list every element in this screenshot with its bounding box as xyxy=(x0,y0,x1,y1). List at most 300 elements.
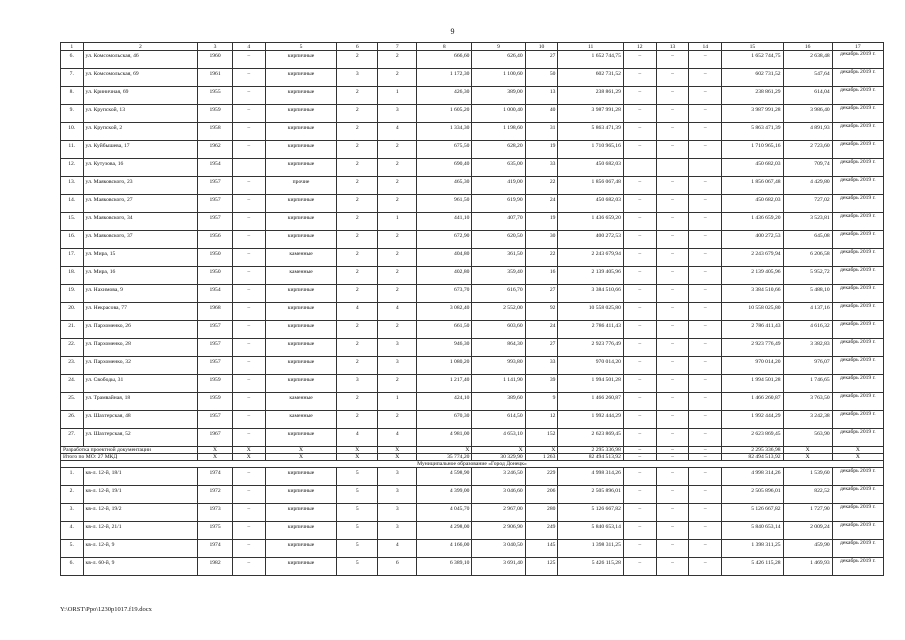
table-cell: 465,30 xyxy=(417,177,472,195)
table-cell: 1 539,60 xyxy=(783,468,832,486)
table-cell: декабрь 2019 г. xyxy=(832,504,883,522)
design-documentation-row xyxy=(61,447,884,454)
table-cell: 616,70 xyxy=(472,285,525,303)
table-cell: 8. xyxy=(61,87,84,105)
table-row xyxy=(61,87,884,105)
table-cell: 970 014,20 xyxy=(722,357,783,375)
table-cell: 2 xyxy=(337,411,378,429)
table-cell: 3 046,60 xyxy=(472,486,525,504)
table-cell: ул. Свободы, 31 xyxy=(83,375,198,393)
table-cell: кв-л. 12-й, 19/2 xyxy=(83,504,198,522)
table-row xyxy=(61,522,884,540)
table-cell: – xyxy=(689,339,722,357)
table-cell: – xyxy=(623,504,656,522)
table-cell: кв-л. 12-й, 9 xyxy=(83,540,198,558)
table-cell: 1 652 744,75 xyxy=(558,51,624,69)
table-cell: 1955 xyxy=(198,87,233,105)
table-cell: декабрь 2019 г. xyxy=(832,249,883,267)
table-cell: ул. Крупской, 2 xyxy=(83,123,198,141)
table-cell: – xyxy=(689,249,722,267)
table-cell: 1950 xyxy=(198,267,233,285)
table-cell: 614,50 xyxy=(472,411,525,429)
table-cell: – xyxy=(689,105,722,123)
table-cell: 2 xyxy=(337,357,378,375)
table-cell: ул. Трамвайная, 18 xyxy=(83,393,198,411)
table-cell: 4 166,00 xyxy=(417,540,472,558)
table-cell: – xyxy=(689,504,722,522)
table-row xyxy=(61,231,884,249)
table-cell: 4 998 314,26 xyxy=(722,468,783,486)
table-cell: – xyxy=(232,357,265,375)
table-cell: 2 723,60 xyxy=(783,141,832,159)
column-number-cell: 7 xyxy=(378,43,417,51)
table-cell: – xyxy=(232,177,265,195)
table-cell: 2 243 679,94 xyxy=(558,249,624,267)
table-cell: 82 494 513,92 xyxy=(722,454,783,461)
table-row xyxy=(61,159,884,177)
table-cell: – xyxy=(689,177,722,195)
table-cell: кв-л. 60-й, 9 xyxy=(83,558,198,576)
table-cell: – xyxy=(656,429,689,447)
column-number-cell: 8 xyxy=(417,43,472,51)
table-cell: 1 398 311,25 xyxy=(722,540,783,558)
table-cell: ул. Маяковского, 37 xyxy=(83,231,198,249)
table-cell: ул. Шахтерская, 48 xyxy=(83,411,198,429)
table-cell: – xyxy=(689,123,722,141)
section-title-row xyxy=(61,461,884,468)
table-cell: 23. xyxy=(61,357,84,375)
table-cell: 361,50 xyxy=(472,249,525,267)
table-cell: 33 xyxy=(525,159,558,177)
table-cell: – xyxy=(656,393,689,411)
table-cell: декабрь 2019 г. xyxy=(832,540,883,558)
table-cell: кв-л. 12-й, 18/1 xyxy=(83,468,198,486)
table-cell: 2 505 896,01 xyxy=(558,486,624,504)
table-cell: 19 xyxy=(525,213,558,231)
table-cell: – xyxy=(623,411,656,429)
table-cell: декабрь 2019 г. xyxy=(832,486,883,504)
table-cell: 404,80 xyxy=(417,249,472,267)
table-row xyxy=(61,51,884,69)
table-cell: 450 682,03 xyxy=(722,195,783,213)
table-cell: – xyxy=(656,213,689,231)
table-cell: 4 137,16 xyxy=(783,303,832,321)
table-cell: каменные xyxy=(265,249,337,267)
column-number-cell: 14 xyxy=(689,43,722,51)
column-number-cell: 5 xyxy=(265,43,337,51)
table-cell: 13 xyxy=(525,87,558,105)
table-cell: 5 xyxy=(337,558,378,576)
table-cell: 3 xyxy=(337,69,378,87)
table-cell: 33 xyxy=(525,357,558,375)
table-cell: 666,60 xyxy=(417,51,472,69)
table-cell: – xyxy=(623,522,656,540)
table-cell: X xyxy=(783,447,832,454)
table-cell: X xyxy=(337,454,378,461)
table-cell: 1974 xyxy=(198,468,233,486)
table-cell: 4 xyxy=(378,123,417,141)
table-cell: 1974 xyxy=(198,540,233,558)
table-cell: кв-л. 12-й, 21/1 xyxy=(83,522,198,540)
table-cell: – xyxy=(232,522,265,540)
table-cell: кирпичные xyxy=(265,69,337,87)
table-cell: 2 623 869,45 xyxy=(558,429,624,447)
table-cell: – xyxy=(689,522,722,540)
table-cell: 673,70 xyxy=(417,285,472,303)
table-cell: 35 774,20 xyxy=(417,454,472,461)
table-cell: 1 992 444,29 xyxy=(722,411,783,429)
table-cell: 2 xyxy=(337,213,378,231)
table-cell: 3 523,81 xyxy=(783,213,832,231)
table-row xyxy=(61,357,884,375)
table-cell: 5. xyxy=(61,540,84,558)
table-cell: 1957 xyxy=(198,195,233,213)
table-cell: декабрь 2019 г. xyxy=(832,141,883,159)
table-cell: – xyxy=(232,87,265,105)
table-cell: декабрь 2019 г. xyxy=(832,123,883,141)
table-cell: каменные xyxy=(265,267,337,285)
table-cell: 864,30 xyxy=(472,339,525,357)
table-cell: декабрь 2019 г. xyxy=(832,303,883,321)
table-cell: – xyxy=(689,468,722,486)
table-cell: X xyxy=(232,447,265,454)
table-cell: кирпичные xyxy=(265,51,337,69)
table-cell: 620,50 xyxy=(472,231,525,249)
table-cell: X xyxy=(232,454,265,461)
table-row xyxy=(61,141,884,159)
table-cell: 4 891,93 xyxy=(783,123,832,141)
table-cell: – xyxy=(689,303,722,321)
table-cell: 2 xyxy=(337,195,378,213)
column-number-cell: 13 xyxy=(656,43,689,51)
table-cell: декабрь 2019 г. xyxy=(832,285,883,303)
column-number-cell: 11 xyxy=(558,43,624,51)
table-cell: 4 616,32 xyxy=(783,321,832,339)
table-cell: 628,20 xyxy=(472,141,525,159)
table-cell: – xyxy=(232,285,265,303)
table-cell: – xyxy=(232,105,265,123)
table-cell: 2 295 336,98 xyxy=(558,447,624,454)
table-cell: 1 466 260,87 xyxy=(558,393,624,411)
table-cell: 82 494 513,92 xyxy=(558,454,624,461)
table-cell xyxy=(689,159,722,177)
table-cell: 727,02 xyxy=(783,195,832,213)
table-cell: 3 986,40 xyxy=(783,105,832,123)
table-row xyxy=(61,303,884,321)
table-cell: 3 384 510,66 xyxy=(722,285,783,303)
table-row xyxy=(61,468,884,486)
table-cell: декабрь 2019 г. xyxy=(832,468,883,486)
table-cell: кирпичные xyxy=(265,105,337,123)
table-cell: – xyxy=(623,231,656,249)
table-cell: 1 xyxy=(378,393,417,411)
table-cell: 5 426 115,28 xyxy=(558,558,624,576)
table-cell: ул. Мира, 15 xyxy=(83,249,198,267)
table-cell: декабрь 2019 г. xyxy=(832,213,883,231)
table-cell: декабрь 2019 г. xyxy=(832,195,883,213)
table-row xyxy=(61,393,884,411)
table-cell: 1 710 965,16 xyxy=(558,141,624,159)
table-cell: 2 xyxy=(378,141,417,159)
table-cell: 27 xyxy=(525,285,558,303)
table-cell: 18. xyxy=(61,267,84,285)
table-cell: 10. xyxy=(61,123,84,141)
table-cell: 2 xyxy=(337,159,378,177)
table-cell: 2 139 405,96 xyxy=(722,267,783,285)
table-cell: ул. Нахимова, 9 xyxy=(83,285,198,303)
table-cell: X xyxy=(337,447,378,454)
table-cell: 450 682,03 xyxy=(722,159,783,177)
table-cell: 2 xyxy=(337,321,378,339)
table-cell: – xyxy=(232,429,265,447)
table-cell: 17. xyxy=(61,249,84,267)
table-cell: 1 992 444,29 xyxy=(558,411,624,429)
table-cell: – xyxy=(656,285,689,303)
table-cell: 9. xyxy=(61,105,84,123)
table-cell: 20. xyxy=(61,303,84,321)
table-cell: 4 399,00 xyxy=(417,486,472,504)
table-cell: декабрь 2019 г. xyxy=(832,558,883,576)
table-cell: 6 389,10 xyxy=(417,558,472,576)
table-cell: 22. xyxy=(61,339,84,357)
table-cell: 4. xyxy=(61,522,84,540)
column-number-cell: 1 xyxy=(61,43,84,51)
table-cell: – xyxy=(689,540,722,558)
table-cell: 2 xyxy=(378,51,417,69)
table-cell: 24 xyxy=(525,195,558,213)
table-cell: – xyxy=(623,285,656,303)
table-row xyxy=(61,486,884,504)
table-cell: – xyxy=(689,51,722,69)
table-cell: 441,10 xyxy=(417,213,472,231)
table-cell: 1 710 965,16 xyxy=(722,141,783,159)
table-cell: – xyxy=(656,504,689,522)
table-cell: 206 xyxy=(525,486,558,504)
table-cell: 3 xyxy=(337,375,378,393)
table-cell: 1956 xyxy=(198,231,233,249)
table-cell: – xyxy=(232,69,265,87)
table-cell: 2 552,00 xyxy=(472,303,525,321)
table-cell: 22 xyxy=(525,249,558,267)
table-cell: кирпичные xyxy=(265,375,337,393)
table-cell: – xyxy=(623,87,656,105)
table-cell: X xyxy=(198,454,233,461)
table-cell: – xyxy=(656,303,689,321)
table-cell: 2 923 776,49 xyxy=(558,339,624,357)
table-cell: кирпичные xyxy=(265,195,337,213)
table-cell: 5 488,10 xyxy=(783,285,832,303)
table-cell: 635,00 xyxy=(472,159,525,177)
table-cell: 4 429,80 xyxy=(783,177,832,195)
table-cell: X xyxy=(832,447,883,454)
table-cell: 4 981,00 xyxy=(417,429,472,447)
column-number-cell: 10 xyxy=(525,43,558,51)
table-cell: 5 840 653,14 xyxy=(558,522,624,540)
table-cell: 1950 xyxy=(198,249,233,267)
table-cell: 2 505 896,01 xyxy=(722,486,783,504)
table-cell: – xyxy=(689,393,722,411)
table-cell: декабрь 2019 г. xyxy=(832,375,883,393)
table-cell: 2 xyxy=(337,285,378,303)
table-cell: 1 469,93 xyxy=(783,558,832,576)
table-cell: 280 xyxy=(525,504,558,522)
table-cell: – xyxy=(656,540,689,558)
table-cell: – xyxy=(689,285,722,303)
table-row xyxy=(61,105,884,123)
table-cell: – xyxy=(689,429,722,447)
table-cell: 1 466 260,87 xyxy=(722,393,783,411)
table-cell: 7. xyxy=(61,69,84,87)
table-cell: 400 272,53 xyxy=(722,231,783,249)
table-cell: 407,70 xyxy=(472,213,525,231)
table-cell: 614,04 xyxy=(783,87,832,105)
table-cell: 1957 xyxy=(198,213,233,231)
table-cell: кирпичные xyxy=(265,213,337,231)
table-cell: – xyxy=(656,454,689,461)
total-row xyxy=(61,454,884,461)
table-cell: 426,30 xyxy=(417,87,472,105)
table-cell: 2 786 411,43 xyxy=(722,321,783,339)
table-cell: 3 246,50 xyxy=(472,468,525,486)
table-cell: ул. Маяковского, 27 xyxy=(83,195,198,213)
file-path-footer: Y:\ORST\Ppo\1230p1017.f19.docx xyxy=(60,606,152,613)
column-number-cell: 3 xyxy=(198,43,233,51)
table-cell: 3 987 991,28 xyxy=(722,105,783,123)
table-cell: X xyxy=(472,447,525,454)
table-cell: 424,10 xyxy=(417,393,472,411)
table-cell: X xyxy=(265,454,337,461)
table-cell: 2 009,24 xyxy=(783,522,832,540)
table-cell: 661,50 xyxy=(417,321,472,339)
table-cell: – xyxy=(689,454,722,461)
table-cell: – xyxy=(689,558,722,576)
table-cell: 389,60 xyxy=(472,393,525,411)
table-cell: – xyxy=(689,213,722,231)
table-cell: 10 558 025,80 xyxy=(558,303,624,321)
housing-repair-table xyxy=(60,42,884,576)
table-cell: 1982 xyxy=(198,558,233,576)
table-cell: 5 xyxy=(337,468,378,486)
table-cell: – xyxy=(623,303,656,321)
table-cell: – xyxy=(623,123,656,141)
table-cell: 30 329,90 xyxy=(472,454,525,461)
table-cell: – xyxy=(623,51,656,69)
table-cell: – xyxy=(656,468,689,486)
table-cell: – xyxy=(623,267,656,285)
table-cell: кирпичные xyxy=(265,357,337,375)
table-cell: – xyxy=(656,105,689,123)
table-cell: – xyxy=(623,429,656,447)
table-cell: 1954 xyxy=(198,285,233,303)
table-row xyxy=(61,177,884,195)
table-cell: кирпичные xyxy=(265,123,337,141)
table-cell: – xyxy=(656,123,689,141)
table-cell: – xyxy=(656,69,689,87)
table-cell: 1958 xyxy=(198,123,233,141)
table-cell: 1 994 501,28 xyxy=(558,375,624,393)
table-cell: 50 xyxy=(525,69,558,87)
section-title: Муниципальное образование «Город Донецк» xyxy=(61,461,884,468)
table-cell: 14. xyxy=(61,195,84,213)
table-cell: декабрь 2019 г. xyxy=(832,411,883,429)
table-cell: 389,00 xyxy=(472,87,525,105)
table-cell: 1. xyxy=(61,468,84,486)
table-cell: – xyxy=(232,303,265,321)
table-cell: 5 863 471,39 xyxy=(722,123,783,141)
table-cell: 2 906,90 xyxy=(472,522,525,540)
table-cell: декабрь 2019 г. xyxy=(832,87,883,105)
table-cell: 976,07 xyxy=(783,357,832,375)
table-cell: – xyxy=(656,141,689,159)
table-cell: 1 398 311,25 xyxy=(558,540,624,558)
table-cell: – xyxy=(656,558,689,576)
table-cell: – xyxy=(623,454,656,461)
table-row xyxy=(61,558,884,576)
table-cell: 3 691,40 xyxy=(472,558,525,576)
table-cell: 1959 xyxy=(198,105,233,123)
table-cell: – xyxy=(656,339,689,357)
table-cell: декабрь 2019 г. xyxy=(832,357,883,375)
table-cell: ул. Шахтерская, 52 xyxy=(83,429,198,447)
table-cell: 2 xyxy=(337,123,378,141)
table-cell: 238 861,29 xyxy=(722,87,783,105)
table-row xyxy=(61,249,884,267)
table-cell: 603,60 xyxy=(472,321,525,339)
table-cell: декабрь 2019 г. xyxy=(832,69,883,87)
table-cell: X xyxy=(525,447,558,454)
table-cell: кирпичные xyxy=(265,468,337,486)
table-cell: 1 746,65 xyxy=(783,375,832,393)
column-number-cell: 9 xyxy=(472,43,525,51)
table-cell: – xyxy=(689,267,722,285)
table-cell: X xyxy=(265,447,337,454)
table-cell: 1 605,20 xyxy=(417,105,472,123)
table-cell: ул. Пархоменко, 32 xyxy=(83,357,198,375)
table-cell: – xyxy=(656,87,689,105)
table-cell: 26. xyxy=(61,411,84,429)
table-cell: кирпичные xyxy=(265,321,337,339)
table-cell: 6 206,58 xyxy=(783,249,832,267)
table-cell: 238 861,29 xyxy=(558,87,624,105)
table-cell: 2 638,48 xyxy=(783,51,832,69)
table-cell: 675,50 xyxy=(417,141,472,159)
table-row xyxy=(61,504,884,522)
table-cell: 13. xyxy=(61,177,84,195)
table-cell: 40 xyxy=(525,105,558,123)
table-cell: 961,50 xyxy=(417,195,472,213)
column-number-cell: 16 xyxy=(783,43,832,51)
table-cell: – xyxy=(623,249,656,267)
table-cell: кирпичные xyxy=(265,87,337,105)
table-cell: – xyxy=(656,321,689,339)
table-cell: 2 xyxy=(337,87,378,105)
table-cell: 9 xyxy=(525,393,558,411)
table-cell: 125 xyxy=(525,558,558,576)
table-cell: – xyxy=(623,357,656,375)
table-cell: – xyxy=(689,87,722,105)
table-cell: – xyxy=(232,375,265,393)
table-cell: 1962 xyxy=(198,141,233,159)
table-cell: 602 731,52 xyxy=(722,69,783,87)
table-cell: – xyxy=(623,213,656,231)
table-cell: 2 xyxy=(337,249,378,267)
table-cell: 19 xyxy=(525,141,558,159)
table-cell: – xyxy=(689,231,722,249)
table-cell: 6 xyxy=(378,558,417,576)
table-cell: кирпичные xyxy=(265,558,337,576)
table-cell: 2 xyxy=(378,285,417,303)
table-cell: ул. Маяковского, 23 xyxy=(83,177,198,195)
